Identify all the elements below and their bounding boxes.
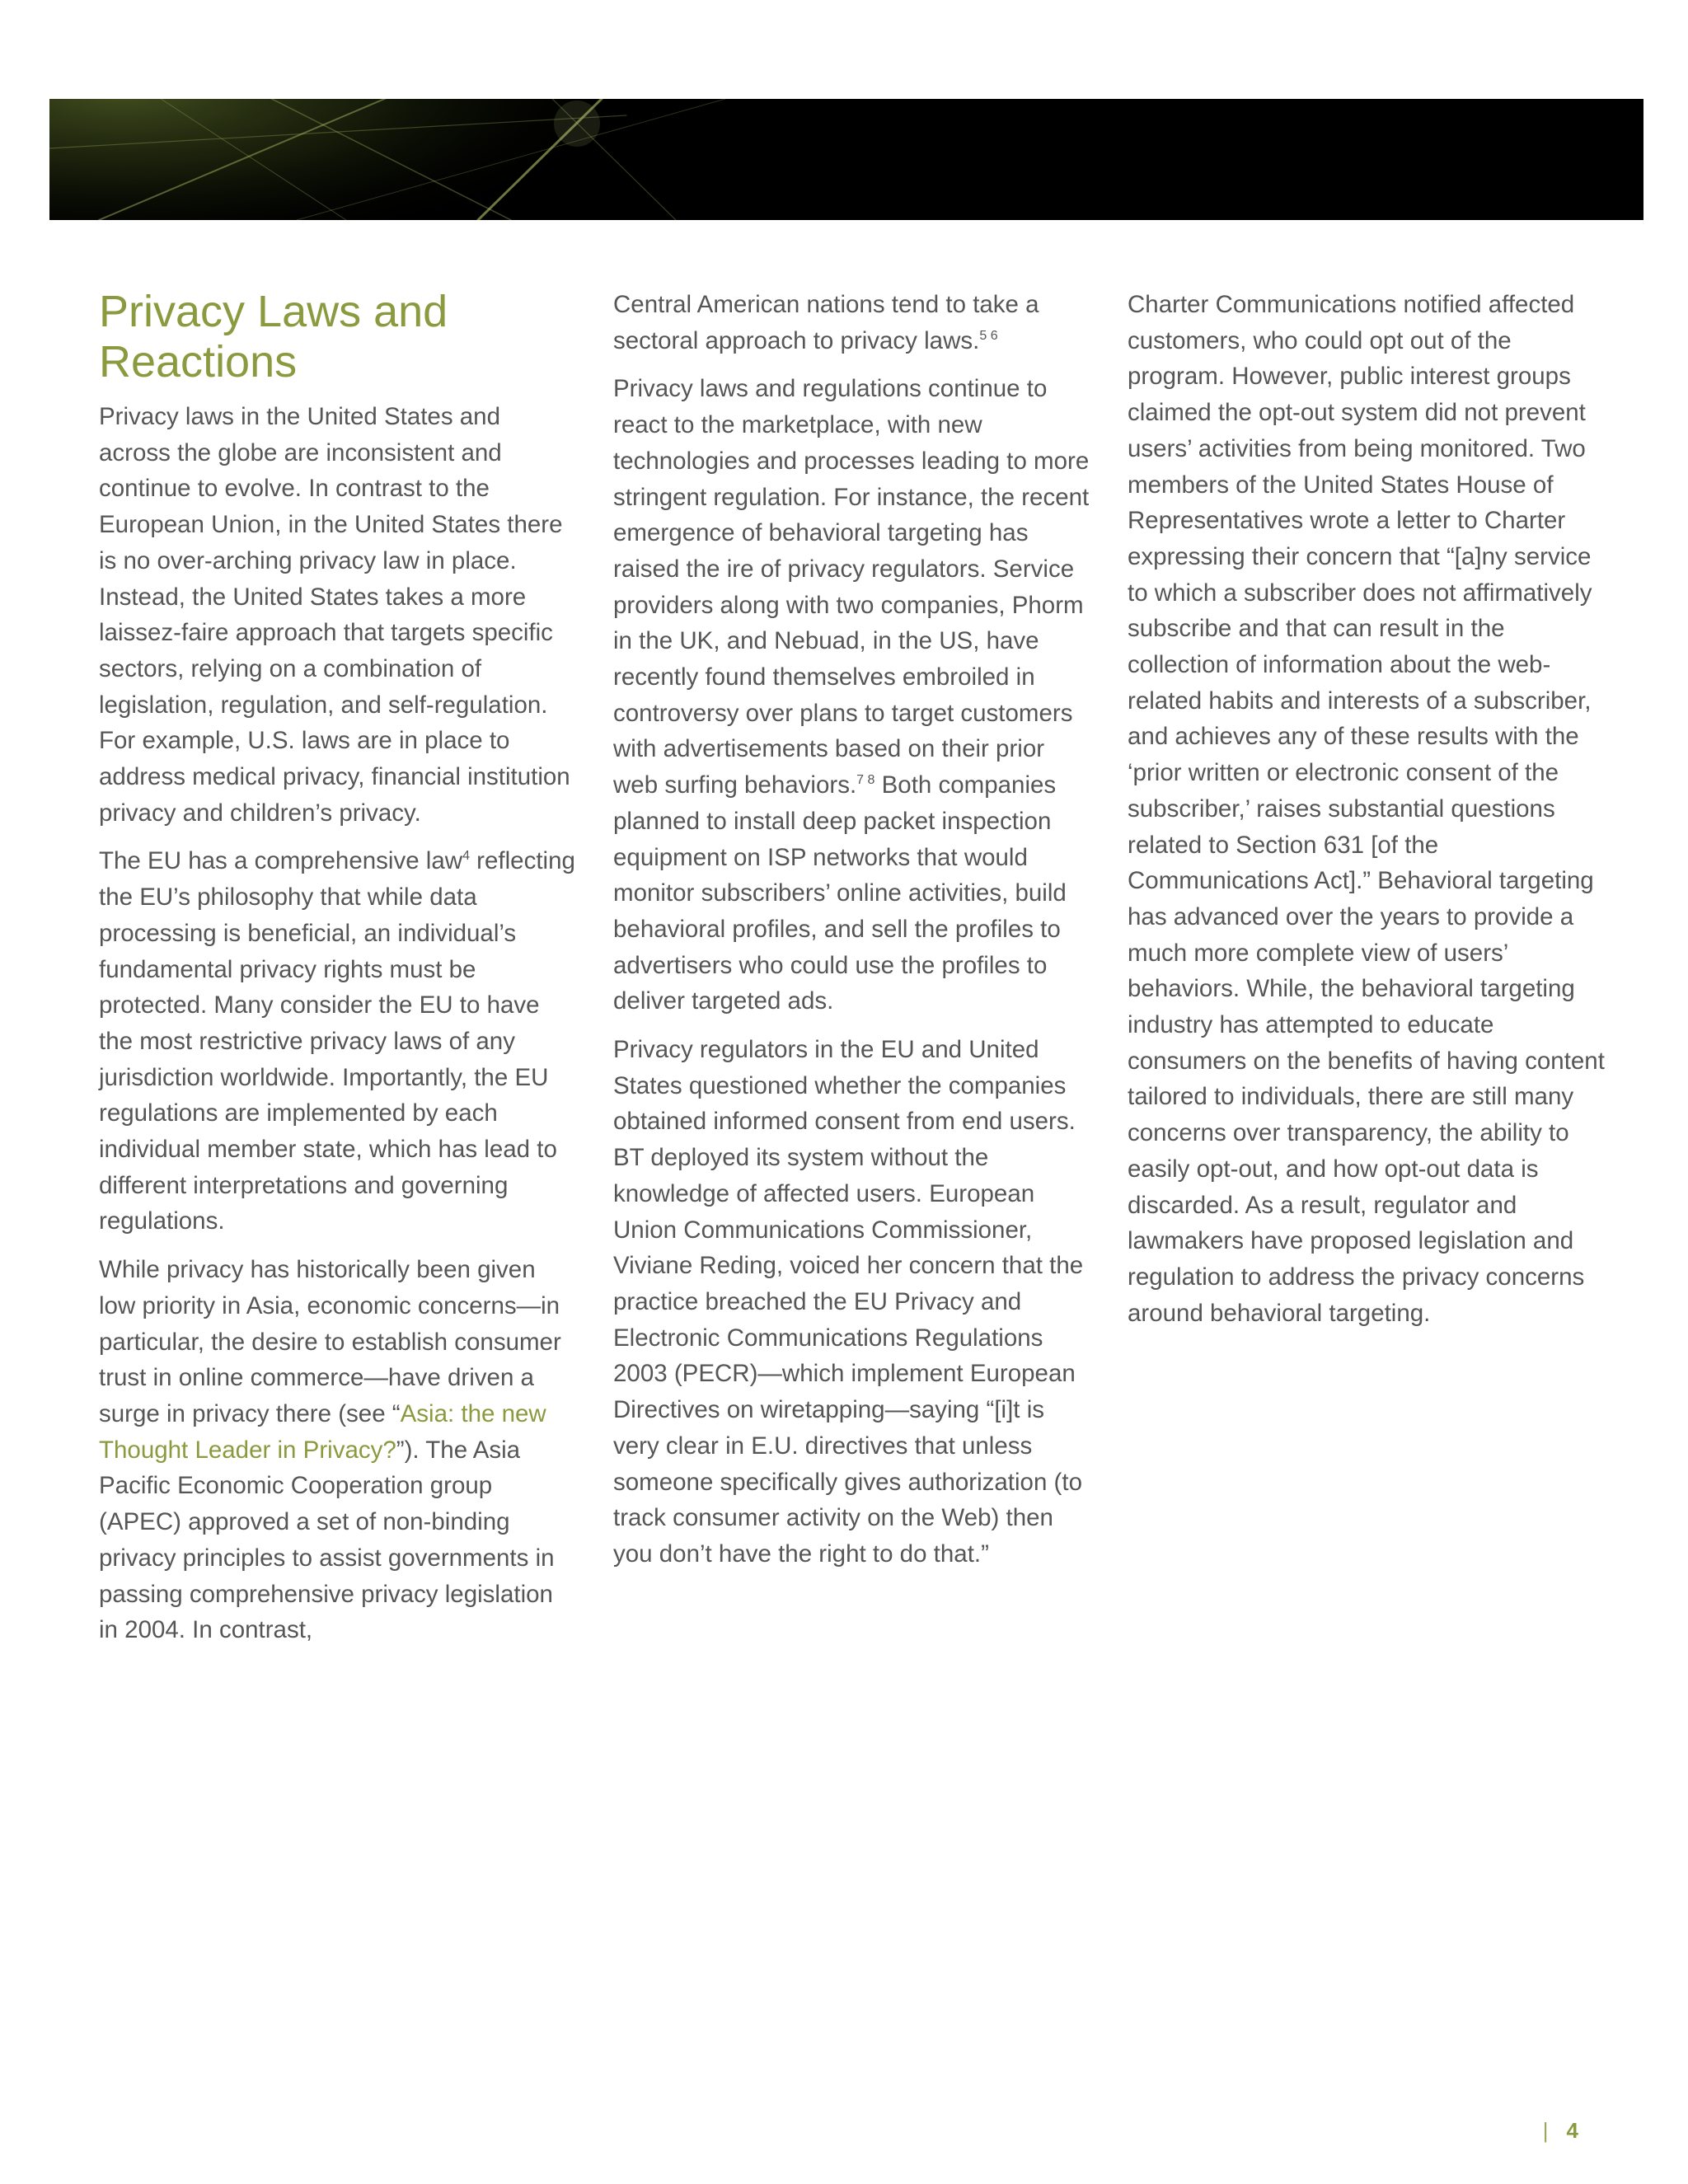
- paragraph: [613, 287, 1091, 359]
- asia-article-link[interactable]: Asia: the new Thought Leader in Privacy?: [99, 1399, 546, 1464]
- footnote-ref: 4: [462, 849, 470, 864]
- paragraph-text: The EU has a comprehensive law: [99, 847, 463, 875]
- paragraph: [99, 843, 577, 1240]
- paragraph-text: Charter Communications notified affected customers, who could opt out of the program. However, public interest groups claimed the opt-out system did not prevent users’ activities from being monitored. Two members of the United States House of Representatives wrote a letter to Charter expressing their concern that “[a]ny service to which a subscriber does not affirmatively subscribe and that can result in the collection of information about the web-related habits and interests of a subscriber, and achieves any of these results with the ‘prior written or electronic consent of the subscriber,’ raises substantial questions related to Section 631 [of the Communications Act].” Behavioral targeting has advanced over the years to provide a much more complete view of users’ behaviors. While, the behavioral targeting industry has attempted to educate consumers on the benefits of having content tailored to individuals, there are still many concerns over transparency, the ability to easily opt-out, and how opt-out data is discarded. As a result, regulator and lawmakers have proposed legislation and regulation to address the privacy concerns around behavioral targeting.: [1128, 291, 1605, 1327]
- paragraph-text: ”). The Asia Pacific Economic Cooperation group (APEC) approved a set of non-binding privacy principles to assist governments in passing comprehensive privacy legislation in 2004. In contrast,: [99, 1436, 555, 1644]
- paragraph: [99, 399, 577, 831]
- footer-separator: |: [1542, 2118, 1549, 2143]
- header-banner-image: [49, 99, 1643, 220]
- footnote-ref: 7 8: [856, 773, 875, 788]
- banner-light-streaks: [49, 99, 1643, 220]
- page-footer: [1543, 2118, 1578, 2143]
- paragraph-text: Privacy laws and regulations continue to react to the marketplace, with new technologies and processes leading to more stringent regulation. For instance, the recent emergence of behavioral targeting has raised the ire of privacy regulators. Service providers along with two companies, Phorm in the UK, and Nebuad, in the US, have recently found themselves embroiled in controversy over plans to target customers with advertisements based on their prior web surfing behaviors.: [613, 375, 1090, 799]
- paragraph-text: Both companies planned to install deep packet inspection equipment on ISP networks that would monitor subscribers’ online activities, build behavioral profiles, and sell the profiles to advertisers who could use the profiles to deliver targeted ads.: [613, 771, 1067, 1015]
- column-3: [1128, 287, 1606, 1343]
- paragraph-text: Privacy regulators in the EU and United States questioned whether the companies obtained informed consent from end users. BT deployed its system without the knowledge of affected users. European Union Communications Commissioner, Viviane Reding, voiced her concern that the practice breached the EU Privacy and Electronic Communications Regulations 2003 (PECR)—which implement European Directives on wiretapping—saying “[i]t is very clear in E.U. directives that unless someone specifically gives authorization (to track consumer activity on the Web) then you don’t have the right to do that.”: [613, 1036, 1084, 1568]
- column-2: [613, 287, 1091, 1585]
- paragraph: [613, 371, 1091, 1019]
- section-heading: Privacy Laws and Reactions: [99, 287, 448, 387]
- paragraph: [613, 1032, 1091, 1572]
- paragraph-text: reflecting the EU’s philosophy that while data processing is beneficial, an individual’s fundamental privacy rights must be protected. Many consider the EU to have the most restrictive privacy laws of any jurisdiction worldwide. Importantly, the EU regulations are implemented by each individual member state, which has lead to different interpretations and governing regulations.: [99, 847, 575, 1235]
- paragraph: [1128, 287, 1606, 1331]
- paragraph: [99, 1252, 577, 1648]
- paragraph-text: Privacy laws in the United States and across the globe are inconsistent and continue to evolve. In contrast to the European Union, in the United States there is no over-arching privacy law in place. Instead, the United States takes a more laissez-faire approach that targets specific sectors, relying on a combination of legislation, regulation, and self-regulation. For example, U.S. laws are in place to address medical privacy, financial institution privacy and children’s privacy.: [99, 403, 570, 827]
- footnote-ref: 5 6: [979, 328, 998, 343]
- page-number: 4: [1566, 2118, 1578, 2143]
- column-1: [99, 287, 577, 1661]
- paragraph-text: While privacy has historically been given low priority in Asia, economic concerns—in particular, the desire to establish consumer trust in online commerce—have driven a surge in privacy there (see “: [99, 1256, 561, 1427]
- paragraph-text: Central American nations tend to take a sectoral approach to privacy laws.: [613, 291, 1039, 354]
